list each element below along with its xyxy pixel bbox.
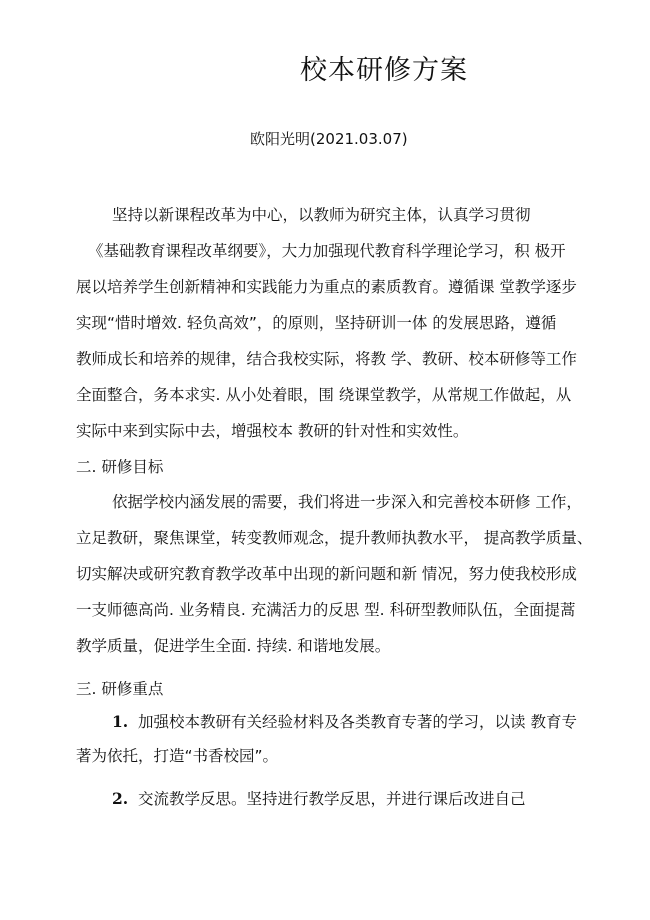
goals-line: 一支师德高尚. 业务精良. 充满活力的反思 型. 科研型教师队伍，全面提蒿 (76, 601, 576, 619)
focus-item-2-first-line (112, 787, 526, 809)
goals-line: 教学质量，促进学生全面. 持续. 和谐地发展。 (76, 637, 391, 655)
intro-line: 全面整合，务本求实. 从小处着眼，围 绕课堂教学，从常规工作做起，从 (76, 386, 572, 404)
intro-line: 《基础教育课程改革纲要》，大力加强现代教育科学理论学习，积 极开 (88, 242, 566, 260)
focus-item-1-second-line: 著为依托，打造“书香校园”。 (76, 747, 279, 765)
focus-item-2-text: 交流教学反思。坚持进行教学反思，并进行课后改进自己 (138, 790, 526, 808)
document-title: 校本研修方案 (300, 55, 468, 86)
intro-line: 实现“惜时增效. 轻负高效”，的原则，坚持研训一体 的发展思路，遵循 (76, 314, 557, 332)
focus-item-1-first-line (112, 710, 577, 732)
section-heading-goals: 二. 研修目标 (76, 458, 164, 476)
intro-line: 坚持以新课程改革为中心，以教师为研究主体，认真学习贯彻 (112, 206, 531, 224)
focus-item-2-number: 2. (112, 789, 129, 808)
author-line: 欧阳光明(2021.03.07) (250, 130, 408, 148)
goals-line: 立足教研，聚焦课堂，转变教师观念，提升教师执教水平， 提高教学质量、 (76, 529, 593, 547)
section-heading-focus: 三. 研修重点 (76, 680, 164, 698)
focus-item-1-text: 加强校本教研有关经验材料及各类教育专著的学习，以读 教育专 (138, 713, 577, 731)
intro-line: 教师成长和培养的规律，结合我校实际，将教 学、教研、校本研修等工作 (76, 350, 577, 368)
intro-line: 实际中来到实际中去，增强校本 教研的针对性和实效性。 (76, 422, 469, 440)
intro-line: 展以培养学生创新精神和实践能力为重点的素质教育。遵循课 堂教学逐步 (76, 278, 577, 296)
goals-line: 切实解决或研究教育教学改革中出现的新问题和新 情况，努力使我校形成 (76, 565, 577, 583)
focus-item-1-number: 1. (112, 712, 129, 731)
goals-line: 依据学校内涵发展的需要，我们将进一步深入和完善校本研修 工作， (112, 493, 582, 511)
